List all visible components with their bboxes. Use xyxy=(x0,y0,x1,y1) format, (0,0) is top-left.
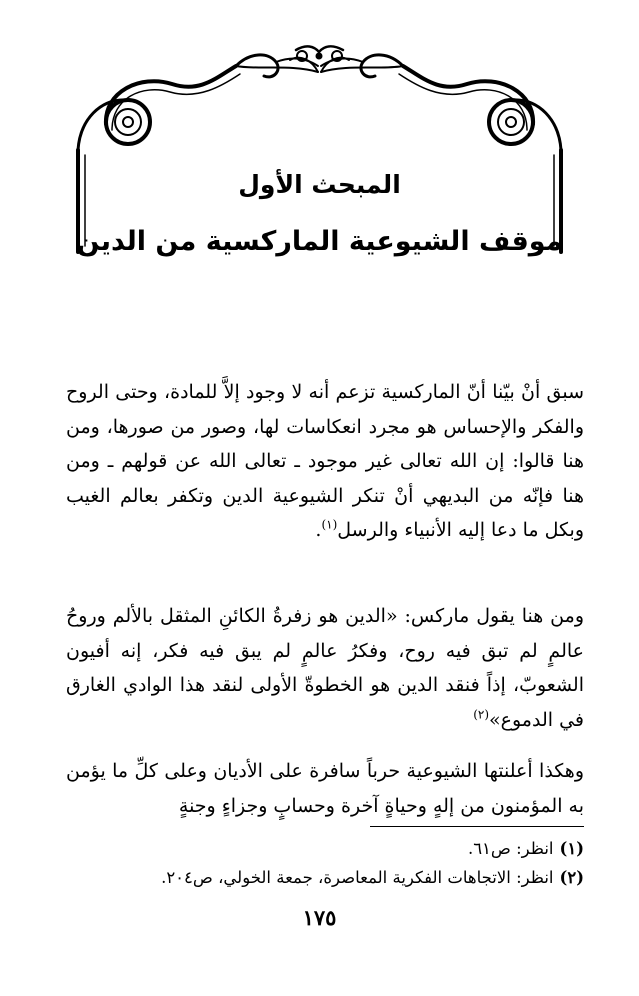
page-number: ١٧٥ xyxy=(302,905,337,930)
chapter-title: موقف الشيوعية الماركسية من الدين xyxy=(76,226,563,257)
footnote-ref-1[interactable]: (١) xyxy=(321,517,338,532)
footnote-2 xyxy=(66,863,584,892)
footnote-text: انظر: ص٦١. xyxy=(467,839,554,858)
paragraph-text: سبق أنْ بيّنا أنّ الماركسية تزعم أنه لا وجود إلاَّ للمادة، وحتى الروح والفكر والإحساس هو مجرد انعكاسات لها، وصور من صورها، ومن هنا قالوا: إن الله تعالى غير موجود ـ تعالى الله عن قولهم ـ ومن هنا فإنّه من البديهي أنْ تنكر الشيوعية الدين وتكفر بعالم الغيب وبكل ما دعا إليه الأنبياء والرسل xyxy=(66,381,584,541)
footnote-number: (١) xyxy=(559,839,584,858)
paragraph-text: ومن هنا يقول ماركس: «الدين هو زفرةُ الكائنِ المثقل بالألم وروحُ عالمٍ لم تبق فيه روح، وفكرُ عالمٍ لم يبق فيه فكر، إنه أفيون الشعوبّ، إذاً فنقد الدين هو الخطوةّ الأولى لنقد هذا الوادي الغارق في الدموع» xyxy=(66,605,584,731)
footnote-number: (٢) xyxy=(559,868,584,887)
paragraph-text: وهكذا أعلنتها الشيوعية حرباً سافرة على الأديان وعلى كلِّ ما يؤمن به المؤمنون من إلهٍ وحياةٍ آخرة وحسابٍ وجزاءٍ وجنةٍ xyxy=(66,760,584,817)
section-heading: المبحث الأول xyxy=(238,170,401,199)
footnote-text: انظر: الاتجاهات الفكرية المعاصرة، جمعة الخولي، ص٢٠٤. xyxy=(161,868,554,887)
paragraph-end-punct: . xyxy=(315,519,322,541)
paragraph-1 xyxy=(66,375,584,548)
footnote-separator xyxy=(370,826,584,827)
footnotes xyxy=(66,834,584,892)
paragraph-2 xyxy=(66,599,584,737)
paragraph-3 xyxy=(66,754,584,823)
footnote-ref-2[interactable]: (٢) xyxy=(473,707,490,722)
footnote-1 xyxy=(66,834,584,863)
